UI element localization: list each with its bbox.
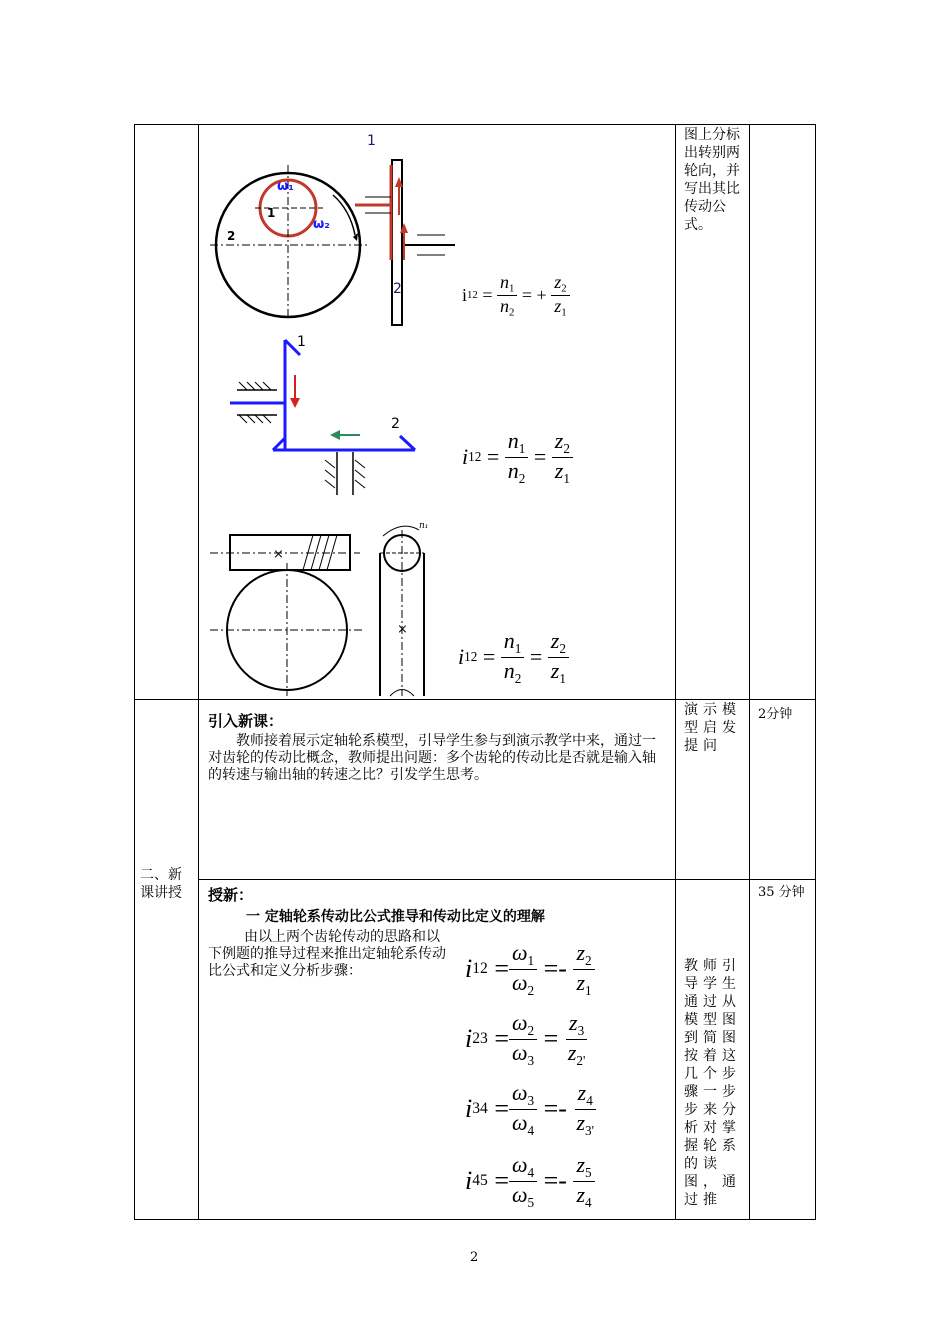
gear1-inner-label: 1 — [267, 206, 276, 220]
intro-method: 演示模型启发提问 — [684, 702, 741, 754]
svg-text:×: × — [397, 622, 408, 637]
omega1-label: ω₁ — [277, 179, 294, 194]
svg-text:×: × — [273, 547, 284, 562]
equation-1: i 12 = $\frac{n_1}{n_2}$ = + $\frac{z_2}{z_1}$ — [462, 272, 570, 318]
ratio-equation: i 34 = $\frac{\omega_3}{\omega_4}$ =- $\frac{z_4}{z_{3'}}$ — [465, 1080, 595, 1138]
new-heading: 授新： — [208, 886, 254, 904]
equation-3: i 12 = $\frac{n_1}{n_2}$ = $\frac{z_2}{z_1}$ — [458, 628, 569, 687]
page-number: 2 — [470, 1250, 479, 1265]
intro-heading: 引入新课： — [208, 712, 284, 730]
equation-2: i 12 = $\frac{n_1}{n_2}$ = $\frac{z_2}{z_1}$ — [462, 428, 573, 487]
new-time: 35 分钟 — [758, 885, 805, 900]
bevel2-label: 2 — [391, 416, 400, 432]
intro-time: 2分钟 — [758, 707, 793, 722]
new-method: 教师引导学生通过从模型图到简图按着这几个步骤一步步来分析对掌握轮系的读图，通过推 — [684, 958, 741, 1208]
worm-n1-label: n₁ — [419, 521, 429, 531]
omega2-label: ω₂ — [313, 217, 330, 232]
section-label: 二、新课讲授 — [140, 867, 182, 901]
new-subheading: 一 定轴轮系传动比公式推导和传动比定义的理解 — [246, 909, 545, 925]
worm-gear-diagram — [205, 518, 445, 698]
intro-body: 教师接着展示定轴轮系模型，引导学生参与到演示教学中来，通过一对齿轮的传动比概念，教师提出问题：多个齿轮的传动比是否就是输入轴的转速与输出轴的转速之比？引发学生思考。 — [208, 733, 656, 783]
bevel1-label: 1 — [297, 334, 306, 350]
bevel-gear-diagram — [225, 330, 435, 500]
new-body: 由以上两个齿轮传动的思路和以下例题的推导过程来推出定轴轮系传动比公式和定义分析步骤： — [208, 929, 446, 979]
side-gear2-label: 2 — [393, 281, 402, 297]
gear2-inner-label: 2 — [227, 229, 236, 243]
gear1-top-label: 1 — [367, 133, 376, 149]
ratio-equation: i 23 = $\frac{\omega_2}{\omega_3}$ = $\frac{z_3}{z_{2'}}$ — [465, 1010, 586, 1068]
spur-gear-diagram — [205, 125, 465, 335]
ratio-equation: i 12 = $\frac{\omega_1}{\omega_2}$ =- $\frac{z_2}{z_1}$ — [465, 940, 595, 999]
row1-method-text: 图上分标出转别两轮向，并写出其比传动公式。 — [684, 127, 740, 233]
ratio-equation: i 45 = $\frac{\omega_4}{\omega_5}$ =- $\frac{z_5}{z_4}$ — [465, 1152, 595, 1211]
